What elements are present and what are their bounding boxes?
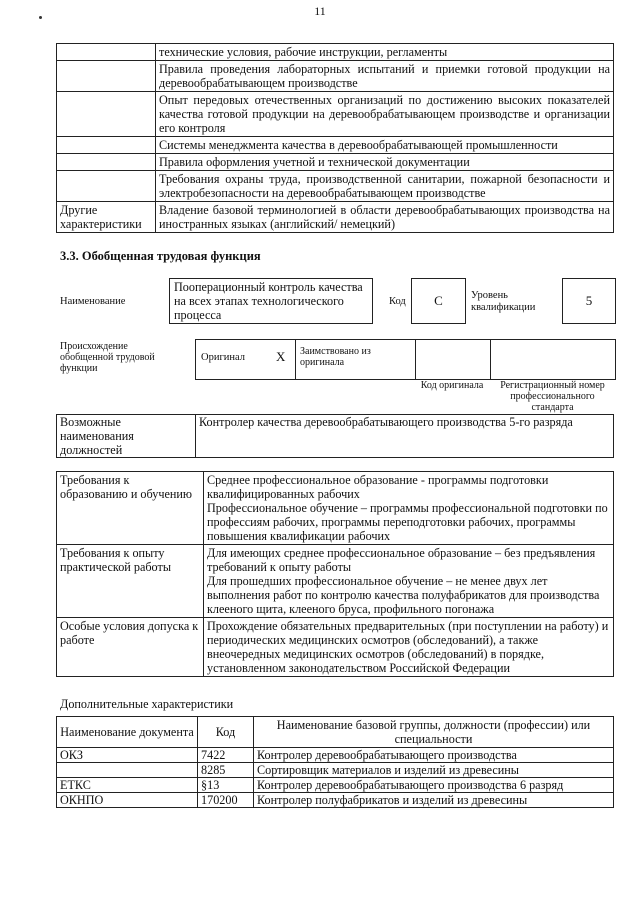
additional-table: [56, 716, 614, 808]
row-text: Владение базовой терминологией в области деревообрабатывающих производства на иностранных языках (английский/ немецкий): [156, 202, 614, 233]
table-header-row: [57, 717, 614, 748]
positions-value: Контролер качества деревообрабатывающего производства 5-го разряда: [196, 415, 614, 458]
name-cell: Сортировщик материалов и изделий из древесины: [254, 763, 614, 778]
code-value: C: [411, 278, 466, 324]
row-label: [57, 154, 156, 171]
col-header-document: Наименование документа: [57, 717, 198, 748]
row-text: Системы менеджмента качества в деревообрабатывающей промышленности: [156, 137, 614, 154]
table-row: [57, 92, 614, 137]
positions-table: [56, 414, 614, 458]
divider: [295, 340, 296, 379]
knowledge-table: [56, 43, 614, 233]
divider: [490, 340, 491, 379]
section-title: 3.3. Обобщенная трудовая функция: [60, 249, 261, 263]
requirement-label: Требования к опыту практической работы: [57, 545, 204, 618]
name-cell: Контролер деревообрабатывающего производства 6 разряд: [254, 778, 614, 793]
code-cell: 170200: [198, 793, 254, 808]
doc-cell: ОКНПО: [57, 793, 198, 808]
additional-title: Дополнительные характеристики: [60, 697, 234, 711]
original-mark: X: [276, 349, 286, 364]
table-row: [57, 61, 614, 92]
table-row: [57, 202, 614, 233]
requirement-value: Для имеющих среднее профессиональное образование – без предъявления требований к опыту работы Для прошедших профессиональное обучение – не менее двух лет выполнения работ по контролю качества полуфабрикатов для производства клееного щита, клееного бруса, профильного погонажа: [204, 545, 614, 618]
row-text: технические условия, рабочие инструкции, регламенты: [156, 44, 614, 61]
requirements-table: [56, 471, 614, 677]
row-label: [57, 171, 156, 202]
row-label: [57, 137, 156, 154]
table-row: [57, 793, 614, 808]
level-label: Уровень квалификации: [471, 290, 536, 313]
scan-mark: [39, 16, 42, 19]
row-label: Другие характеристики: [57, 202, 156, 233]
requirement-label: Особые условия допуска к работе: [57, 618, 204, 677]
requirement-value: Прохождение обязательных предварительных (при поступлении на работу) и периодических медицинских осмотров (обследований), а также внеочередных медицинских осмотров (обследований) в порядке, установленном законодательством Российской Федерации: [204, 618, 614, 677]
doc-cell: ОКЗ: [57, 748, 198, 763]
row-label: [57, 92, 156, 137]
table-row: [57, 618, 614, 677]
divider: [415, 340, 416, 379]
table-row: [57, 171, 614, 202]
row-text: Правила оформления учетной и технической документации: [156, 154, 614, 171]
table-row: [57, 154, 614, 171]
origin-code-caption: Код оригинала: [420, 380, 484, 391]
table-row: [57, 44, 614, 61]
name-label: Наименование: [60, 296, 126, 307]
origin-box: [195, 339, 616, 380]
code-cell: §13: [198, 778, 254, 793]
doc-cell: [57, 763, 198, 778]
table-row: [57, 778, 614, 793]
col-header-code: Код: [198, 717, 254, 748]
table-row: [57, 748, 614, 763]
code-label: Код: [389, 296, 406, 307]
row-label: [57, 61, 156, 92]
reg-number-caption: Регистрационный номер профессионального стандарта: [500, 380, 605, 413]
page-number: 11: [314, 4, 326, 18]
borrowed-label: Заимствовано из оригинала: [300, 346, 371, 368]
table-row: [57, 545, 614, 618]
code-cell: 7422: [198, 748, 254, 763]
requirement-value: Среднее профессиональное образование - программы подготовки квалифицированных рабочих Профессиональное обучение – программы профессиональной подготовки по профессиям рабочих, программы переподготовки рабочих, программы повышения квалификации рабочих: [204, 472, 614, 545]
name-cell: Контролер деревообрабатывающего производства: [254, 748, 614, 763]
code-cell: 8285: [198, 763, 254, 778]
origin-label: Происхождение обобщенной трудовой функции: [60, 341, 155, 374]
table-row: [57, 415, 614, 458]
function-name: Пооперационный контроль качества на всех этапах технологического процесса: [169, 278, 373, 324]
row-label: [57, 44, 156, 61]
table-row: [57, 472, 614, 545]
col-header-name: Наименование базовой группы, должности (профессии) или специальности: [254, 717, 614, 748]
table-row: [57, 137, 614, 154]
row-text: Требования охраны труда, производственной санитарии, пожарной безопасности и электробезопасности на деревообрабатывающем производстве: [156, 171, 614, 202]
name-cell: Контролер полуфабрикатов и изделий из древесины: [254, 793, 614, 808]
doc-cell: ЕТКС: [57, 778, 198, 793]
positions-label: Возможные наименования должностей: [57, 415, 196, 458]
row-text: Правила проведения лабораторных испытаний и приемки готовой продукции на деревообрабатывающем производстве: [156, 61, 614, 92]
table-row: [57, 763, 614, 778]
requirement-label: Требования к образованию и обучению: [57, 472, 204, 545]
original-label: Оригинал: [201, 352, 245, 363]
row-text: Опыт передовых отечественных организаций по достижению высоких показателей качества готовой продукции на деревообрабатывающем производстве и организации его контроля: [156, 92, 614, 137]
level-value: 5: [562, 278, 616, 324]
